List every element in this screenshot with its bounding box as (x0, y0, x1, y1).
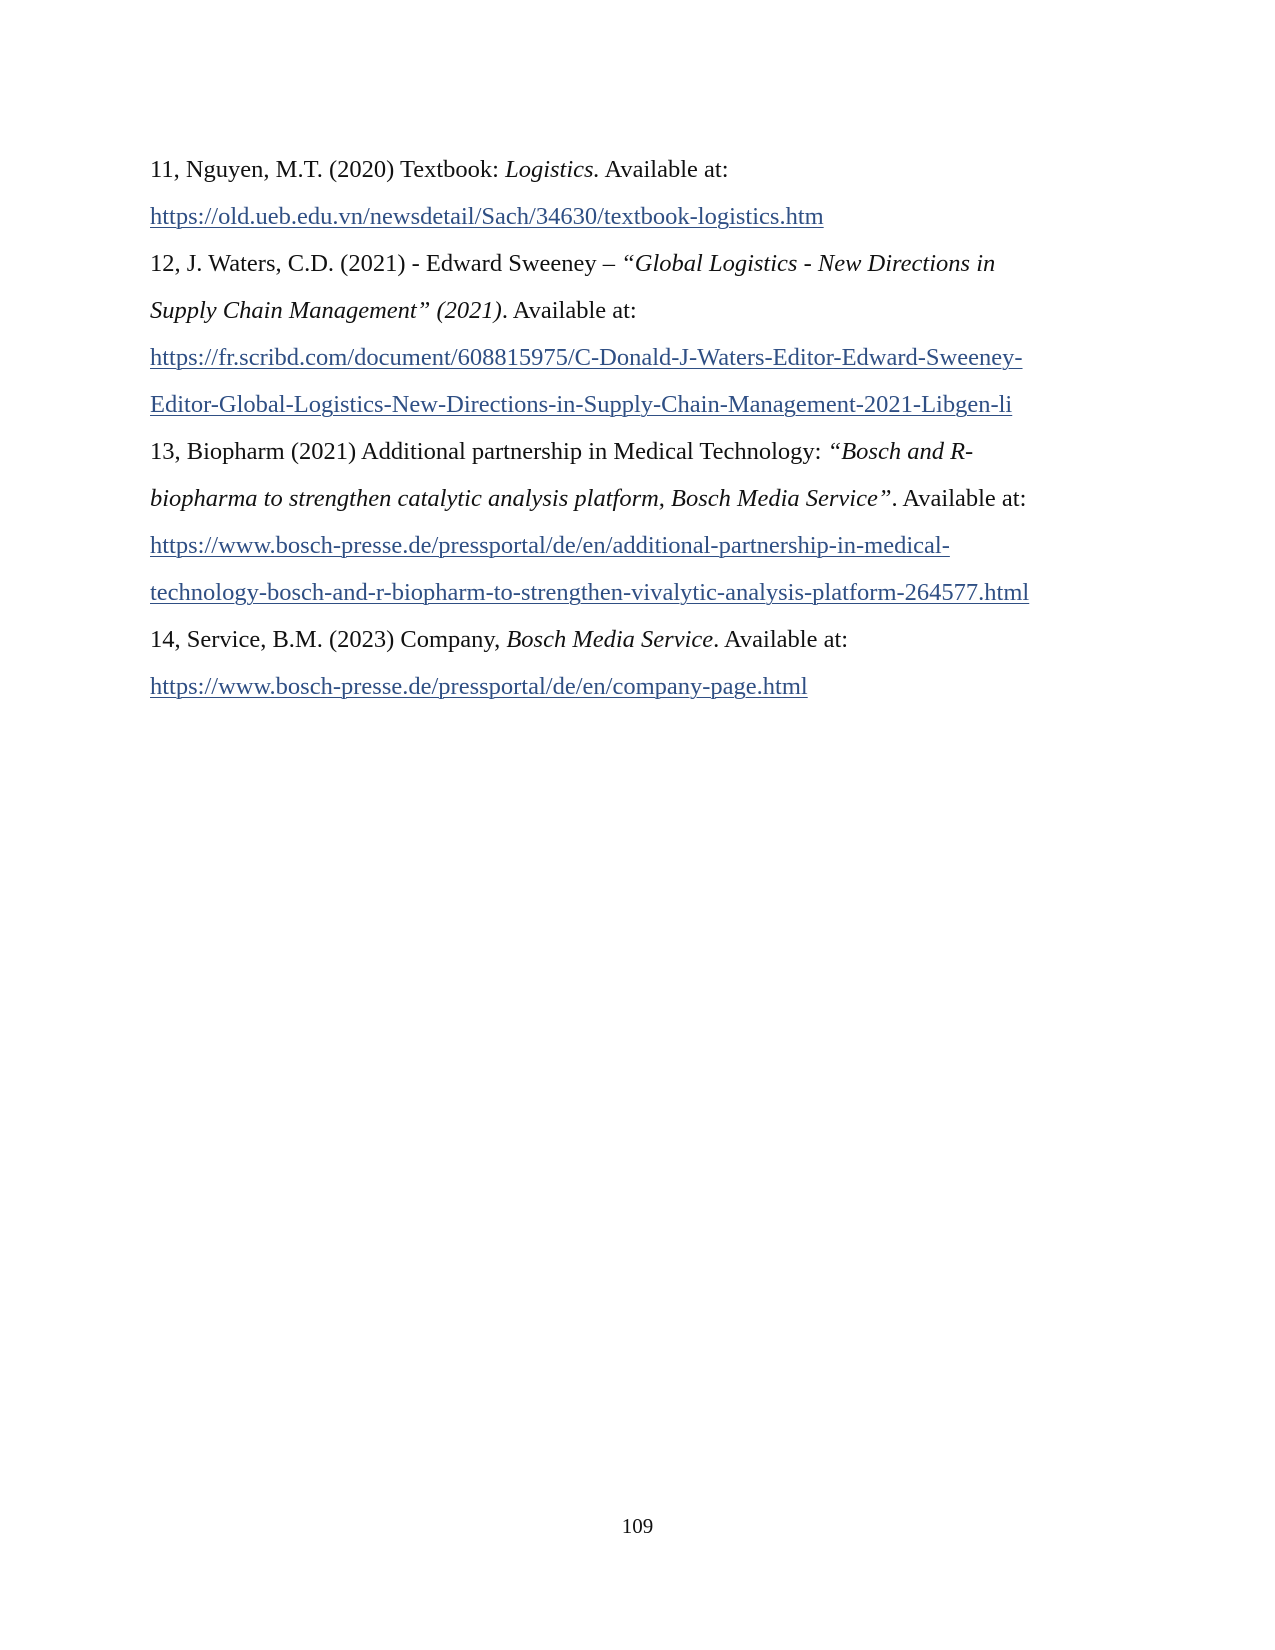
reference-12-line-2 (150, 287, 1140, 334)
reference-13-link-part-1[interactable]: https://www.bosch-presse.de/pressportal/de/en/additional-partnership-in-medical- (150, 532, 950, 559)
reference-11-author: 11, Nguyen, M.T. (2020) Textbook: (150, 156, 506, 183)
page-number: 109 (621, 1514, 654, 1538)
reference-14-title: Bosch Media Service (506, 626, 714, 653)
reference-13-link-part-2[interactable]: technology-bosch-and-r-biopharm-to-strengthen-vivalytic-analysis-platform-264577.html (150, 579, 1030, 606)
reference-11-line-1 (150, 146, 1140, 193)
reference-13-title-part-1: “Bosch and R- (827, 438, 974, 465)
reference-11-link[interactable]: https://old.ueb.edu.vn/newsdetail/Sach/34630/textbook-logistics.htm (150, 203, 824, 230)
reference-11-line-2 (150, 193, 1140, 240)
reference-12-line-1 (150, 240, 1140, 287)
reference-14-author: 14, Service, B.M. (2023) Company, (150, 626, 507, 653)
reference-14-line-2 (150, 663, 1140, 710)
reference-12-available: . Available at: (501, 297, 637, 324)
reference-11-available: Available at: (599, 156, 729, 183)
reference-13-available: . Available at: (891, 485, 1027, 512)
reference-12-link-part-1[interactable]: https://fr.scribd.com/document/608815975/C-Donald-J-Waters-Editor-Edward-Sweeney- (150, 344, 1023, 371)
reference-13-title-part-2: biopharma to strengthen catalytic analysis platform, Bosch Media Service” (150, 485, 892, 512)
reference-list (150, 146, 1140, 710)
reference-12-line-3 (150, 334, 1140, 381)
reference-11-title: Logistics. (505, 156, 600, 183)
reference-12-author: 12, J. Waters, C.D. (2021) - Edward Sweeney – (150, 250, 622, 277)
reference-12-title-part-2: Supply Chain Management” (2021) (150, 297, 502, 324)
reference-12-title-part-1: “Global Logistics - New Directions in (621, 250, 996, 277)
reference-14-line-1 (150, 616, 1140, 663)
reference-12-line-4 (150, 381, 1140, 428)
reference-14-link[interactable]: https://www.bosch-presse.de/pressportal/de/en/company-page.html (150, 673, 808, 700)
reference-12-link-part-2[interactable]: Editor-Global-Logistics-New-Directions-in-Supply-Chain-Management-2021-Libgen-li (150, 391, 1013, 418)
reference-13-line-2 (150, 475, 1140, 522)
reference-13-author: 13, Biopharm (2021) Additional partnership in Medical Technology: (150, 438, 828, 465)
reference-13-line-4 (150, 569, 1140, 616)
reference-13-line-3 (150, 522, 1140, 569)
reference-14-available: . Available at: (713, 626, 849, 653)
reference-13-line-1 (150, 428, 1140, 475)
